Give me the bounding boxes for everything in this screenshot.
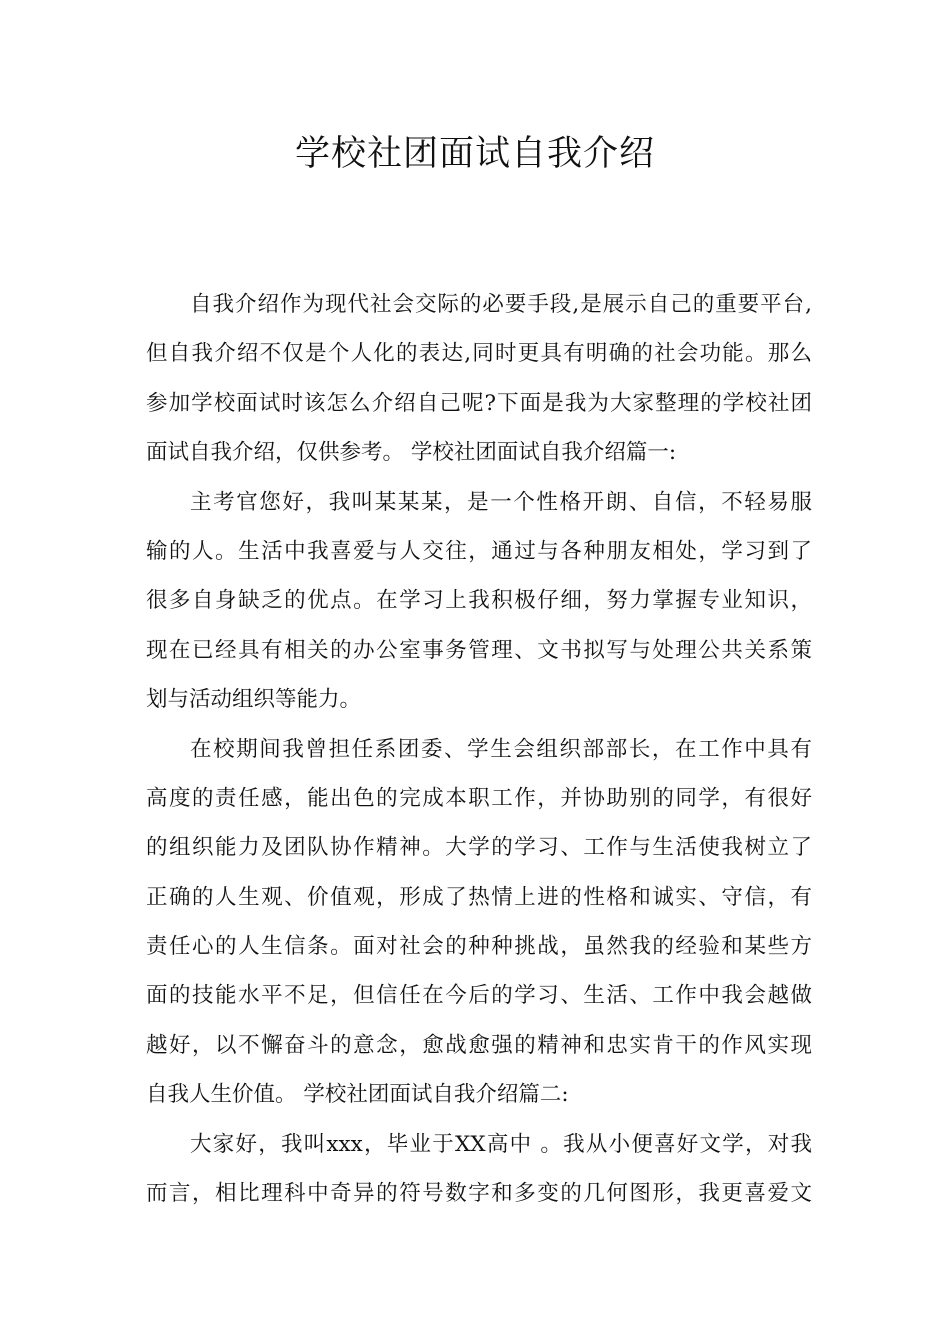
document-body [146, 280, 812, 1218]
paragraph-line: 很多自身缺乏的优点。在学习上我积极仔细，努力掌握专业知识， [146, 588, 812, 614]
paragraph-line: 在校期间我曾担任系团委、学生会组织部部长，在工作中具有 [190, 736, 812, 762]
paragraph-line: 大家好，我叫xxx，毕业于XX高中 。我从小便喜好文学，对我 [190, 1131, 812, 1157]
paragraph-line: 正确的人生观、价值观，形成了热情上进的性格和诚实、守信，有 [146, 884, 812, 910]
paragraph-line: 现在已经具有相关的办公室事务管理、文书拟写与处理公共关系策 [146, 637, 812, 663]
document-title: 学校社团面试自我介绍 [294, 134, 655, 174]
paragraph-line: 而言，相比理科中奇异的符号数字和多变的几何图形，我更喜爱文 [146, 1181, 812, 1207]
paragraph-line: 责任心的人生信条。面对社会的种种挑战，虽然我的经验和某些方 [146, 934, 812, 960]
paragraph-line: 输的人。生活中我喜爱与人交往，通过与各种朋友相处，学习到了 [146, 538, 812, 564]
paragraph-line: 但自我介绍不仅是个人化的表达,同时更具有明确的社会功能。那么 [146, 341, 812, 367]
paragraph-line: 划与活动组织等能力。 [146, 687, 362, 713]
paragraph-line: 高度的责任感，能出色的完成本职工作，并协助别的同学，有很好 [146, 785, 812, 811]
paragraph-line: 面试自我介绍，仅供参考。 学校社团面试自我介绍篇一: [146, 440, 677, 466]
paragraph-line: 的组织能力及团队协作精神。大学的学习、工作与生活使我树立了 [146, 835, 812, 861]
paragraph-line: 自我介绍作为现代社会交际的必要手段,是展示自己的重要平台, [190, 292, 812, 317]
paragraph-line: 面的技能水平不足，但信任在今后的学习、生活、工作中我会越做 [146, 983, 812, 1009]
paragraph-line: 主考官您好，我叫某某某，是一个性格开朗、自信，不轻易服 [190, 489, 812, 515]
paragraph-line: 越好，以不懈奋斗的意念，愈战愈强的精神和忠实肯干的作风实现 [146, 1032, 812, 1058]
paragraph-line: 参加学校面试时该怎么介绍自己呢?下面是我为大家整理的学校社团 [146, 390, 812, 416]
paragraph-line: 自我人生价值。 学校社团面试自我介绍篇二: [146, 1082, 569, 1108]
